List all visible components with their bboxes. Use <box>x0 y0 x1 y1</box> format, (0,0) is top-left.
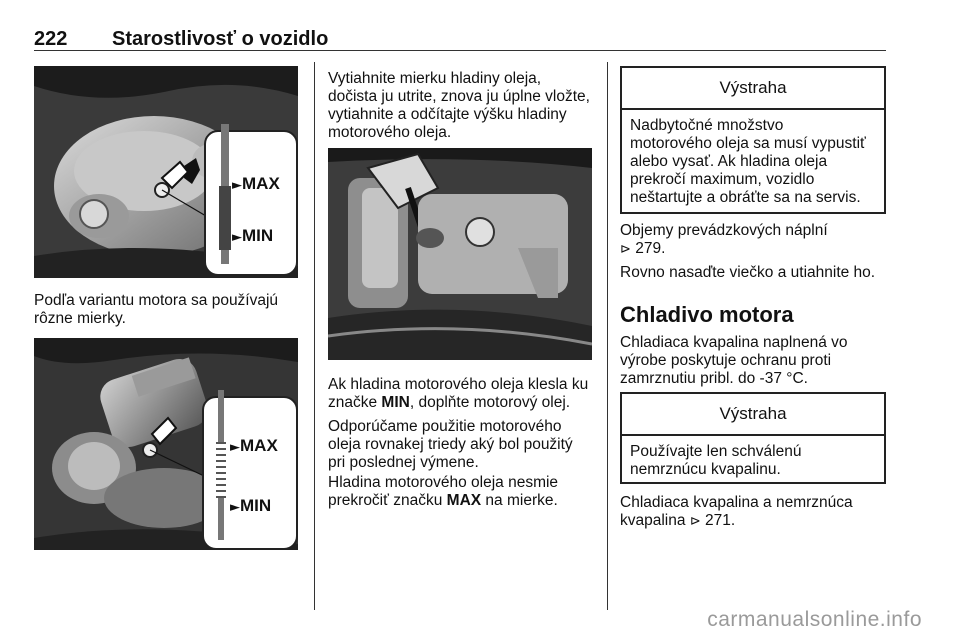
oil-recommendation <box>328 418 573 472</box>
text-line: alebo vysať. Ak hladina oleja <box>630 153 828 170</box>
text-line: Odporúčame použitie motorového <box>328 418 562 435</box>
warning-box-coolant <box>620 392 886 484</box>
engine-dipstick-figure-1 <box>34 66 298 278</box>
dipstick-2-marks <box>216 442 226 498</box>
pointer-icon: ► <box>230 440 240 455</box>
page-header <box>34 22 884 52</box>
pointer-icon: ► <box>230 500 240 515</box>
engine-dipstick-figure-2 <box>34 338 298 550</box>
text-line: Používajte len schválenú <box>630 443 802 460</box>
header-rule <box>34 50 886 51</box>
warning-title: Výstraha <box>622 394 884 436</box>
text-line: nemrznúcu kvapalinu. <box>630 461 781 478</box>
text-line: Podľa variantu motora sa používajú <box>34 292 279 309</box>
text-line: dočista ju utrite, znova ju úplne vložte, <box>328 88 590 105</box>
warning-body <box>622 436 884 486</box>
oil-filling-figure <box>328 148 592 360</box>
column-divider-2 <box>607 62 608 610</box>
variant-text <box>34 292 278 328</box>
cap-instruction <box>620 264 875 282</box>
page-ref-icon[interactable]: ⊳ <box>689 514 701 529</box>
pointer-icon: ► <box>232 178 242 193</box>
max-label-bold: MAX <box>446 492 482 509</box>
text-line: pri poslednej výmene. <box>328 454 479 471</box>
text-line: motorového oleja. <box>328 124 452 141</box>
min-mark-instruction <box>328 376 588 412</box>
text-line: Ak hladina motorového oleja klesla ku <box>328 376 589 393</box>
page-ref-link[interactable]: 279. <box>635 240 666 257</box>
dipstick-1-oil-band <box>219 186 231 250</box>
coolant-ref <box>620 494 853 531</box>
text-span: prekročiť značku <box>328 492 447 509</box>
text-line: motorového oleja sa musí vypustiť <box>630 135 866 152</box>
warning-body <box>622 110 884 214</box>
warning-box-oil <box>620 66 886 214</box>
page-ref-icon[interactable]: ⊳ <box>620 242 631 257</box>
watermark: carmanualsonline.info <box>707 608 922 631</box>
pointer-icon: ► <box>232 230 242 245</box>
page-ref-link[interactable]: 271. <box>705 512 736 529</box>
text-line <box>328 394 588 412</box>
text-line: výrobe poskytuje ochranu proti <box>620 352 832 369</box>
text-span: kvapalina <box>620 512 686 529</box>
text-span: na mierke. <box>481 492 558 509</box>
text-line: zamrznutiu pribl. do -37 °C. <box>620 370 808 387</box>
text-line: neštartujte a obráťte sa na servis. <box>630 189 861 206</box>
section-heading-coolant: Chladivo motora <box>620 302 794 327</box>
text-span: , doplňte motorový olej. <box>409 394 571 411</box>
text-line <box>328 492 558 510</box>
min-mark-2: ►MIN <box>230 496 272 515</box>
text-line <box>620 512 853 531</box>
fill-volumes-ref <box>620 222 828 259</box>
warning-title: Výstraha <box>622 68 884 110</box>
coolant-intro <box>620 334 848 388</box>
oil-filling-illustration <box>328 148 592 360</box>
text-line: Vytiahnite mierku hladiny oleja, <box>328 70 542 87</box>
text-line: prekročí maximum, vozidlo <box>630 171 815 188</box>
max-mark-1: ►MAX <box>232 174 280 193</box>
text-line: vytiahnite a odčítajte výšku hladiny <box>328 106 567 123</box>
text-line <box>620 240 828 259</box>
text-line: rôzne mierky. <box>34 310 126 327</box>
min-mark-1: ►MIN <box>232 226 274 245</box>
text-line: Objemy prevádzkových náplní <box>620 222 828 239</box>
column-divider-1 <box>314 62 315 610</box>
page-title: Starostlivosť o vozidlo <box>112 28 329 50</box>
text-line: oleja rovnakej triedy aký bol použitý <box>328 436 573 453</box>
dipstick-instructions <box>328 70 590 142</box>
min-label-bold: MIN <box>381 394 410 411</box>
max-mark-2: ►MAX <box>230 436 278 455</box>
text-line: Hladina motorového oleja nesmie <box>328 474 559 491</box>
text-line: Chladiaca kvapalina a nemrznúca <box>620 494 853 511</box>
text-line: Nadbytočné množstvo <box>630 117 784 134</box>
text-line: Chladiaca kvapalina naplnená vo <box>620 334 848 351</box>
text-span: značke <box>328 394 382 411</box>
page-number: 222 <box>34 28 68 50</box>
text-line: Rovno nasaďte viečko a utiahnite ho. <box>620 264 876 281</box>
max-mark-instruction <box>328 474 558 510</box>
